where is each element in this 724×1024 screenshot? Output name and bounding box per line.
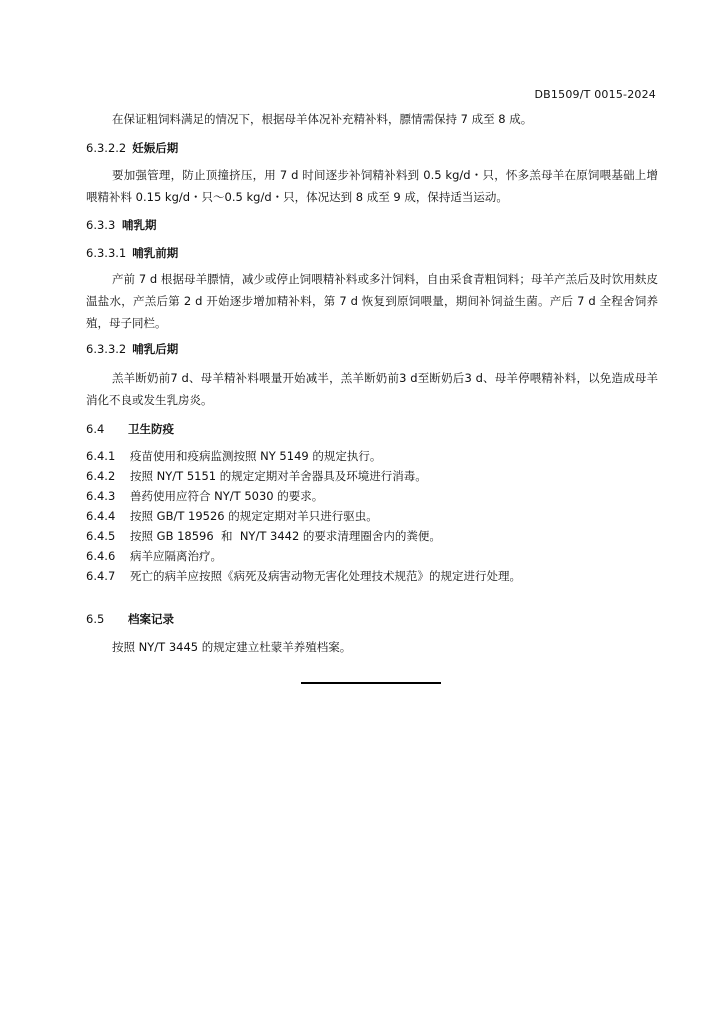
heading-6-3-3-2 xyxy=(86,340,178,358)
heading-6-3-2-2 xyxy=(86,139,178,157)
item-number: 6.4.7 xyxy=(86,569,116,583)
paragraph-records: 按照 NY/T 3445 的规定建立杜蒙羊养殖档案。 xyxy=(112,640,352,654)
paragraph-intro: 在保证粗饲料满足的情况下，根据母羊体况补充精补料，膘情需保持 7 成至 8 成。 xyxy=(112,112,533,126)
item-number: 6.4.4 xyxy=(86,509,116,523)
item-text: 按照 NY/T 5151 的规定定期对羊舍器具及环境进行消毒。 xyxy=(130,469,427,483)
list-item-6-4-4 xyxy=(86,506,666,526)
paragraph-late-pregnancy: 要加强管理，防止顶撞挤压，用 7 d 时间逐步补饲精补料到 0.5 kg/d・只，怀多羔母羊在原饲喂基础上增喂精补料 0.15 kg/d・只～0.5 kg/d・只，体况达到 8 成至 9 成，保持适当运动。 xyxy=(86,168,658,204)
list-item-6-4-5 xyxy=(86,526,666,546)
heading-6-4 xyxy=(86,420,174,438)
paragraph-late-lactation: 羔羊断奶前7 d、母羊精补料喂量开始减半，羔羊断奶前3 d至断奶后3 d、母羊停喂精补料，以免造成母羊消化不良或发生乳房炎。 xyxy=(86,371,658,407)
item-number: 6.4.6 xyxy=(86,549,116,563)
list-item-6-4-7 xyxy=(86,566,666,586)
item-text: 病羊应隔离治疗。 xyxy=(130,549,222,563)
item-text: 按照 GB 18596 和 NY/T 3442 的要求清理圈舍内的粪便。 xyxy=(130,529,441,543)
list-item-6-4-2 xyxy=(86,466,666,486)
item-number: 6.4.5 xyxy=(86,529,116,543)
document-code: DB1509/T 0015-2024 xyxy=(534,88,656,101)
heading-6-5 xyxy=(86,610,174,628)
paragraph-early-lactation: 产前 7 d 根据母羊膘情，减少或停止饲喂精补料或多汁饲料，自由采食青粗饲料；母羊产羔后及时饮用麸皮温盐水，产羔后第 2 d 开始逐步增加精补料，第 7 d 恢复到原饲喂量，期间补饲益生菌。产后 7 d 全程舍饲养殖，母子同栏。 xyxy=(86,272,658,330)
heading-title: 妊娠后期 xyxy=(132,141,179,155)
item-number: 6.4.2 xyxy=(86,469,116,483)
heading-6-3-3 xyxy=(86,216,157,234)
heading-title: 哺乳前期 xyxy=(132,246,179,260)
hygiene-list xyxy=(86,446,666,586)
heading-title: 哺乳后期 xyxy=(132,342,179,356)
item-text: 兽药使用应符合 NY/T 5030 的要求。 xyxy=(130,489,324,503)
list-item-6-4-3 xyxy=(86,486,666,506)
item-text: 按照 GB/T 19526 的规定定期对羊只进行驱虫。 xyxy=(130,509,378,523)
end-of-document-rule xyxy=(301,682,441,684)
heading-6-3-3-1 xyxy=(86,244,178,262)
item-text: 死亡的病羊应按照《病死及病害动物无害化处理技术规范》的规定进行处理。 xyxy=(130,569,521,583)
heading-number: 6.5 xyxy=(86,612,105,626)
heading-number: 6.3.3 xyxy=(86,218,116,232)
heading-number: 6.3.3.1 xyxy=(86,246,127,260)
heading-title: 卫生防疫 xyxy=(128,422,174,436)
item-number: 6.4.3 xyxy=(86,489,116,503)
heading-number: 6.4 xyxy=(86,422,105,436)
list-item-6-4-1 xyxy=(86,446,666,466)
item-text: 疫苗使用和疫病监测按照 NY 5149 的规定执行。 xyxy=(130,449,382,463)
heading-title: 档案记录 xyxy=(128,612,174,626)
heading-number: 6.3.3.2 xyxy=(86,342,127,356)
item-number: 6.4.1 xyxy=(86,449,116,463)
heading-number: 6.3.2.2 xyxy=(86,141,127,155)
heading-title: 哺乳期 xyxy=(122,218,157,232)
list-item-6-4-6 xyxy=(86,546,666,566)
